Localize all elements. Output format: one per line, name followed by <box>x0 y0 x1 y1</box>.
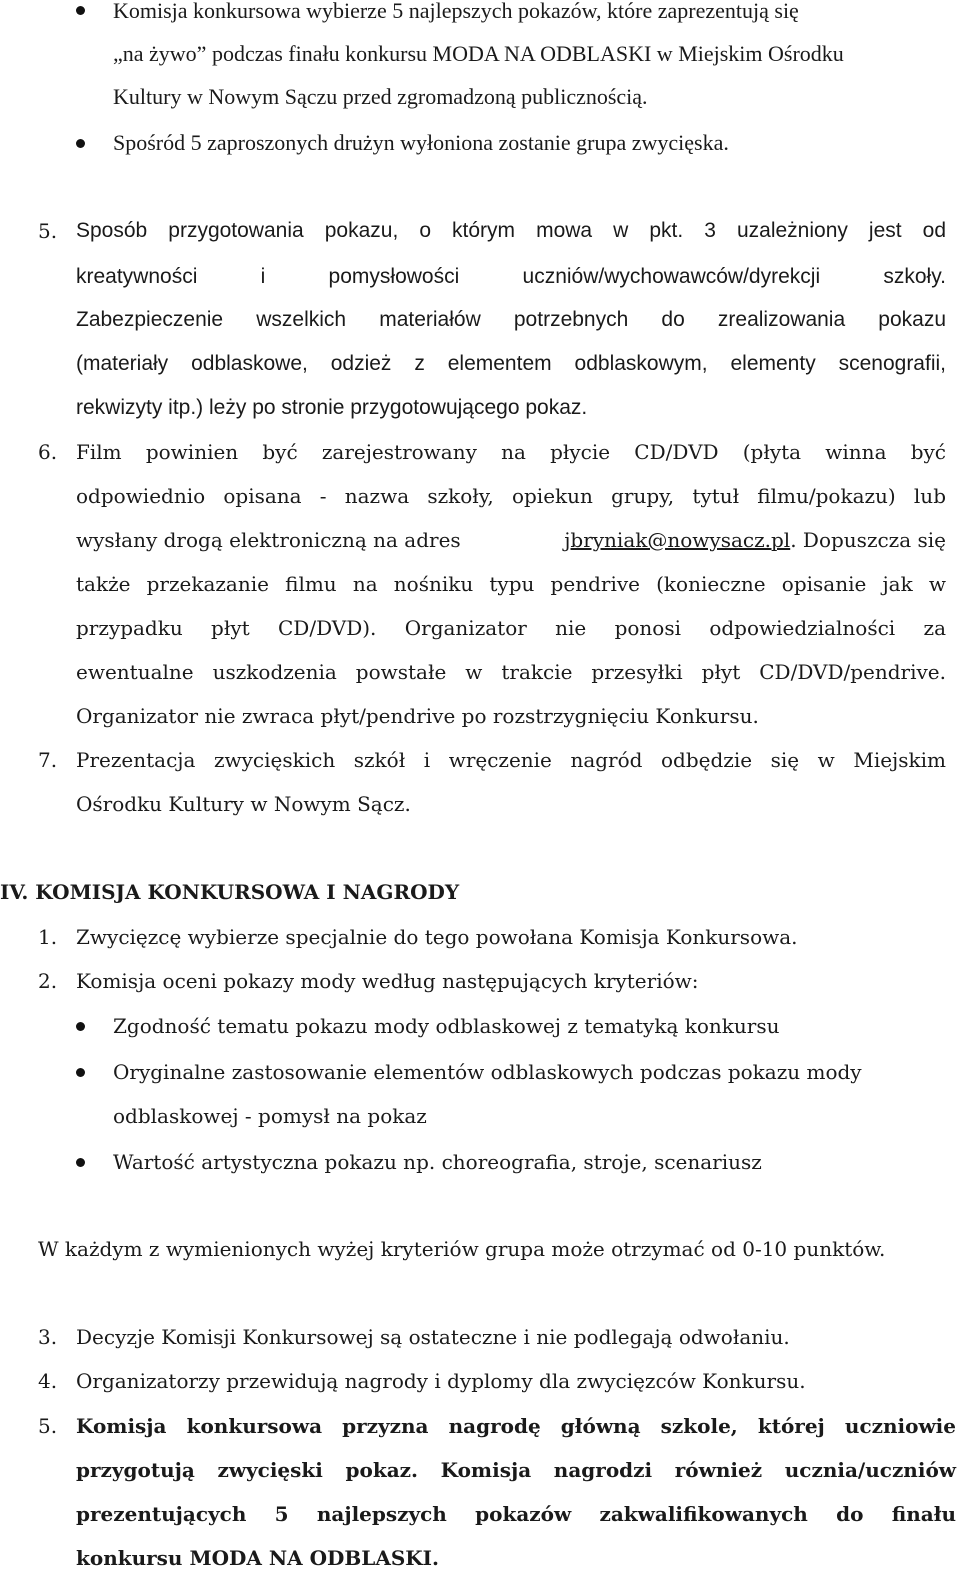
item-number: 5. <box>38 1414 58 1438</box>
item-6-line-3-tail <box>564 525 946 555</box>
bullet-1-line-2: „na żywo” podczas finału konkursu MODA NA ODBLASKI w Miejskim Ośrodku <box>113 41 844 66</box>
bullet-1-line-3: Kultury w Nowym Sączu przed zgromadzoną publicznością. <box>113 84 648 109</box>
item-6-line-5: przypadku płyt CD/DVD). Organizator nie ponosi odpowiedzialności za <box>76 616 946 640</box>
item-5-line-1: Sposób przygotowania pokazu, o którym mowa w pkt. 3 uzależniony jest od <box>76 219 946 242</box>
item-6-line-1: Film powinien być zarejestrowany na płycie CD/DVD (płyta winna być <box>76 440 946 464</box>
item-6-line-2: odpowiednio opisana - nazwa szkoły, opiekun grupy, tytuł filmu/pokazu) lub <box>76 484 946 508</box>
bullet-icon <box>76 1068 85 1077</box>
email-link[interactable]: jbryniak@nowysacz.pl <box>564 528 791 552</box>
item-5-line-3: Zabezpieczenie wszelkich materiałów potrzebnych do zrealizowania pokazu <box>76 308 946 331</box>
bullet-icon <box>76 139 85 148</box>
item-number: 3. <box>38 1325 58 1349</box>
item-6-line-3-after: . Dopuszcza się <box>790 528 946 552</box>
item-5-line-5: rekwizyty itp.) leży po stronie przygotowującego pokaz. <box>76 396 588 419</box>
item-7-line-2: Ośrodku Kultury w Nowym Sącz. <box>76 792 411 816</box>
points-note: W każdym z wymienionych wyżej kryteriów grupa może otrzymać od 0-10 punktów. <box>38 1237 886 1261</box>
item-7-line-1: Prezentacja zwycięskich szkół i wręczenie nagród odbędzie się w Miejskim <box>76 748 946 772</box>
item-6-line-6: ewentualne uszkodzenia powstałe w trakcie przesyłki płyt CD/DVD/pendrive. <box>76 660 946 684</box>
section-heading: IV. KOMISJA KONKURSOWA I NAGRODY <box>0 880 460 904</box>
criterion-3: Wartość artystyczna pokazu np. choreografia, stroje, scenariusz <box>113 1150 762 1174</box>
item-1-text: Zwycięzcę wybierze specjalnie do tego powołana Komisja Konkursowa. <box>76 925 798 949</box>
item-5-line-4: (materiały odblaskowe, odzież z elementem odblaskowym, elementy scenografii, <box>76 352 946 375</box>
item-number: 2. <box>38 969 58 993</box>
item-5-line-2: kreatywności i pomysłowości uczniów/wychowawców/dyrekcji szkoły. <box>76 265 946 288</box>
criterion-2-line-2: odblaskowej - pomysł na pokaz <box>113 1104 427 1128</box>
item-5b-line-1: Komisja konkursowa przyzna nagrodę główną szkole, której uczniowie <box>76 1414 956 1438</box>
bullet-2-line-1: Spośród 5 zaproszonych drużyn wyłoniona zostanie grupa zwycięska. <box>113 130 729 155</box>
item-5b-line-3: prezentujących 5 najlepszych pokazów zakwalifikowanych do finału <box>76 1502 956 1526</box>
item-2-text: Komisja oceni pokazy mody według następujących kryteriów: <box>76 969 699 993</box>
item-4-text: Organizatorzy przewidują nagrody i dyplomy dla zwycięzców Konkursu. <box>76 1369 806 1393</box>
criterion-1: Zgodność tematu pokazu mody odblaskowej z tematyką konkursu <box>113 1014 780 1038</box>
bullet-icon <box>76 1158 85 1167</box>
bullet-icon <box>76 1022 85 1031</box>
item-number: 5. <box>38 219 58 243</box>
item-3-text: Decyzje Komisji Konkursowej są ostateczne i nie podlegają odwołaniu. <box>76 1325 790 1349</box>
item-number: 6. <box>38 440 58 464</box>
item-6-line-3-text: wysłany drogą elektroniczną na adres <box>76 528 461 552</box>
bullet-icon <box>76 6 85 15</box>
criterion-2-line-1: Oryginalne zastosowanie elementów odblaskowych podczas pokazu mody <box>113 1060 862 1084</box>
item-6-line-3 <box>76 525 946 555</box>
item-6-line-7: Organizator nie zwraca płyt/pendrive po rozstrzygnięciu Konkursu. <box>76 704 759 728</box>
bullet-1-line-1: Komisja konkursowa wybierze 5 najlepszych pokazów, które zaprezentują się <box>113 0 799 23</box>
item-number: 7. <box>38 748 58 772</box>
item-number: 4. <box>38 1369 58 1393</box>
item-number: 1. <box>38 925 58 949</box>
item-5b-line-4: konkursu MODA NA ODBLASKI. <box>76 1546 439 1570</box>
item-6-line-4: także przekazanie filmu na nośniku typu pendrive (konieczne opisanie jak w <box>76 572 946 596</box>
item-5b-line-2: przygotują zwycięski pokaz. Komisja nagrodzi również ucznia/uczniów <box>76 1458 956 1482</box>
